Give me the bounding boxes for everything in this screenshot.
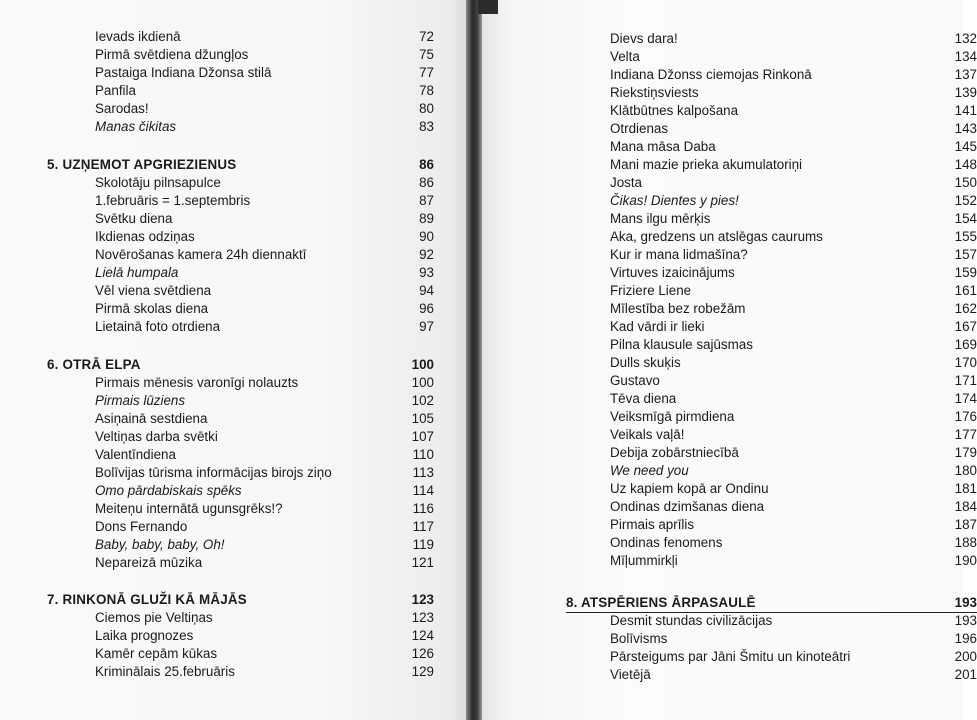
page-number: 80 [419, 101, 434, 116]
toc-entry [610, 407, 977, 427]
toc-entry [95, 409, 434, 429]
page-number: 126 [411, 646, 434, 661]
entry-title: Valentīndiena [95, 447, 176, 462]
entry-title: Pilna klausule sajūsmas [610, 337, 753, 352]
entry-title: Pirmais mēnesis varonīgi nolauzts [95, 375, 299, 390]
chapter-title: 5. UZŅEMOT APGRIEZIENUS [47, 157, 237, 172]
page-number: 107 [411, 429, 434, 444]
entry-title: 1.februāris = 1.septembris [95, 193, 251, 208]
entry-title: Kriminālais 25.februāris [95, 664, 235, 679]
toc-entry [95, 626, 434, 646]
toc-entry [95, 517, 434, 537]
entry-title: Novērošanas kamera 24h diennaktī [95, 247, 307, 262]
entry-title: Ondinas dzimšanas diena [610, 499, 765, 514]
page-number: 87 [419, 193, 434, 208]
toc-entry [95, 209, 434, 229]
page-number: 143 [954, 121, 977, 136]
page-number: 78 [419, 83, 434, 98]
toc-entry [610, 137, 977, 157]
entry-title: Asiņainā sestdiena [95, 411, 208, 426]
page-number: 96 [419, 301, 434, 316]
page-number: 105 [411, 411, 434, 426]
page-number: 190 [954, 553, 977, 568]
toc-entry [610, 155, 977, 175]
page-number: 177 [954, 427, 977, 442]
toc-entry [610, 497, 977, 517]
entry-title: Mans ilgu mērķis [610, 211, 711, 226]
page-number: 123 [411, 610, 434, 625]
toc-entry [95, 191, 434, 211]
toc-entry [610, 515, 977, 535]
chapter-heading-6-otra-elpa [47, 355, 434, 375]
toc-entry [610, 119, 977, 139]
entry-title: Gustavo [610, 373, 660, 388]
chapter-title: 8. ATSPĒRIENS ĀRPASAULĒ [566, 595, 756, 610]
page-number: 184 [954, 499, 977, 514]
toc-entry [95, 63, 434, 83]
page-number: 200 [954, 649, 977, 664]
chapter-heading-5-uznemot-apgriezienus [47, 155, 434, 175]
chapter-title: 7. RINKONĀ GLUŽI KĀ MĀJĀS [47, 592, 247, 607]
toc-entry [95, 99, 434, 119]
book-spine-top [478, 0, 498, 14]
entry-title: Panfila [95, 83, 136, 98]
toc-entry [95, 317, 434, 337]
page-number: 75 [419, 47, 434, 62]
toc-entry [610, 425, 977, 445]
entry-title: Virtuves izaicinājums [610, 265, 735, 280]
entry-title: Ikdienas odziņas [95, 229, 195, 244]
toc-entry [95, 45, 434, 65]
entry-title: Riekstiņsviests [610, 85, 699, 100]
page-number: 161 [954, 283, 977, 298]
toc-entry [610, 227, 977, 247]
page-number: 148 [954, 157, 977, 172]
page-number: 179 [954, 445, 977, 460]
entry-title: Kamēr cepām kūkas [95, 646, 218, 661]
page-number: 150 [954, 175, 977, 190]
page-number: 188 [954, 535, 977, 550]
entry-title: Veikals vaļā! [610, 427, 685, 442]
toc-entry [610, 479, 977, 499]
toc-entry [95, 27, 434, 47]
page-number: 134 [954, 49, 977, 64]
toc-entry [95, 463, 434, 483]
entry-title: Pirmais lūziens [95, 393, 186, 408]
entry-title: Baby, baby, baby, Oh! [95, 537, 225, 552]
page-number: 169 [954, 337, 977, 352]
toc-entry [610, 371, 977, 391]
toc-entry [610, 317, 977, 337]
entry-title: Pirmā skolas diena [95, 301, 209, 316]
entry-title: Omo pārdabiskais spēks [95, 483, 242, 498]
chapter-heading-7-rinkona-gluzi-ka-majas [47, 590, 434, 610]
page-number: 72 [419, 29, 434, 44]
page-number: 97 [419, 319, 434, 334]
entry-title: Friziere Liene [610, 283, 692, 298]
entry-title: Aka, gredzens un atslēgas caurums [610, 229, 823, 244]
right-page [480, 0, 977, 720]
chapter-heading-8-atsperiens-arpasaule [566, 593, 977, 613]
toc-entry [95, 445, 434, 465]
toc-entry [95, 117, 434, 137]
page-number: 159 [954, 265, 977, 280]
toc-entry [610, 443, 977, 463]
toc-entry [610, 65, 977, 85]
book-spine [466, 0, 482, 720]
page-number: 201 [954, 667, 977, 682]
toc-entry [95, 81, 434, 101]
entry-title: Dulls skuķis [610, 355, 681, 370]
entry-title: Veltiņas darba svētki [95, 429, 218, 444]
entry-title: Mīļummirkļi [610, 553, 678, 568]
entry-title: Sarodas! [95, 101, 149, 116]
page-number: 124 [411, 628, 434, 643]
toc-entry [610, 191, 977, 211]
page-number: 180 [954, 463, 977, 478]
page-number: 86 [419, 175, 434, 190]
toc-entry [610, 299, 977, 319]
toc-entry [610, 389, 977, 409]
toc-entry [610, 173, 977, 193]
page-number: 102 [411, 393, 434, 408]
toc-entry [610, 551, 977, 571]
entry-title: Mani mazie prieka akumulatoriņi [610, 157, 803, 172]
page-number: 114 [412, 483, 434, 498]
toc-entry [95, 299, 434, 319]
entry-title: Ciemos pie Veltiņas [95, 610, 213, 625]
page-number: 155 [954, 229, 977, 244]
page-number: 113 [412, 465, 434, 480]
chapter-title: 6. OTRĀ ELPA [47, 357, 141, 372]
entry-title: Kad vārdi ir lieki [610, 319, 705, 334]
page-number: 132 [954, 31, 977, 46]
page-number: 196 [954, 631, 977, 646]
page-number: 93 [419, 265, 434, 280]
toc-entry [95, 481, 434, 501]
page-number: 145 [954, 139, 977, 154]
toc-entry [610, 281, 977, 301]
page-number: 152 [954, 193, 977, 208]
page-number: 89 [419, 211, 434, 226]
toc-entry [95, 227, 434, 247]
page-number: 116 [412, 501, 434, 516]
entry-title: Bolīvijas tūrisma informācijas birojs ziņo [95, 465, 332, 480]
entry-title: Svētku diena [95, 211, 173, 226]
entry-title: Ondinas fenomens [610, 535, 723, 550]
toc-entry [610, 29, 977, 49]
entry-title: Vēl viena svētdiena [95, 283, 212, 298]
toc-entry [95, 535, 434, 555]
toc-entry [610, 101, 977, 121]
page-number: 174 [954, 391, 977, 406]
page-number: 171 [954, 373, 977, 388]
toc-entry [610, 647, 977, 667]
page-number: 119 [412, 537, 434, 552]
page-number: 100 [411, 375, 434, 390]
toc-entry [610, 461, 977, 481]
toc-entry [610, 353, 977, 373]
entry-title: Tēva diena [610, 391, 677, 406]
toc-entry [610, 245, 977, 265]
toc-entry [610, 263, 977, 283]
toc-entry [610, 83, 977, 103]
toc-entry [95, 391, 434, 411]
toc-entry [610, 665, 977, 685]
page-number: 176 [954, 409, 977, 424]
page-number: 121 [411, 555, 434, 570]
page-number: 123 [411, 592, 434, 607]
entry-title: Skolotāju pilnsapulce [95, 175, 221, 190]
entry-title: Mana māsa Daba [610, 139, 716, 154]
entry-title: Indiana Džonss ciemojas Rinkonā [610, 67, 812, 82]
page-number: 100 [411, 357, 434, 372]
entry-title: Vietējā [610, 667, 651, 682]
entry-title: Bolīvisms [610, 631, 668, 646]
page-number: 193 [954, 613, 977, 628]
page-number: 90 [419, 229, 434, 244]
entry-title: Manas čikitas [95, 119, 177, 134]
toc-entry [95, 553, 434, 573]
entry-title: Nepareizā mūzika [95, 555, 203, 570]
entry-title: Uz kapiem kopā ar Ondinu [610, 481, 769, 496]
page-number: 181 [954, 481, 977, 496]
toc-entry [95, 245, 434, 265]
entry-title: Lietainā foto otrdiena [95, 319, 221, 334]
entry-title: Dons Fernando [95, 519, 188, 534]
toc-entry [95, 173, 434, 193]
entry-title: Pārsteigums par Jāni Šmitu un kinoteātri [610, 649, 851, 664]
entry-title: Meiteņu internātā ugunsgrēks!? [95, 501, 283, 516]
page-number: 94 [419, 283, 434, 298]
toc-entry [610, 533, 977, 553]
page-number: 86 [419, 157, 434, 172]
page-number: 154 [954, 211, 977, 226]
entry-title: Pirmais aprīlis [610, 517, 695, 532]
entry-title: We need you [610, 463, 689, 478]
toc-entry [610, 611, 977, 631]
page-number: 157 [954, 247, 977, 262]
entry-title: Dievs dara! [610, 31, 678, 46]
page-number: 193 [954, 595, 977, 610]
entry-title: Pastaiga Indiana Džonsa stilā [95, 65, 272, 80]
entry-title: Veiksmīgā pirmdiena [610, 409, 735, 424]
entry-title: Otrdienas [610, 121, 669, 136]
toc-entry [610, 335, 977, 355]
entry-title: Josta [610, 175, 643, 190]
entry-title: Velta [610, 49, 640, 64]
page-number: 117 [412, 519, 434, 534]
entry-title: Ievads ikdienā [95, 29, 181, 44]
entry-title: Mīlestība bez robežām [610, 301, 746, 316]
page-number: 83 [419, 119, 434, 134]
toc-entry [95, 281, 434, 301]
entry-title: Laika prognozes [95, 628, 194, 643]
toc-entry [95, 373, 434, 393]
left-page [0, 0, 468, 720]
entry-title: Kur ir mana lidmašīna? [610, 247, 748, 262]
page-number: 141 [954, 103, 977, 118]
page-number: 137 [954, 67, 977, 82]
entry-title: Desmit stundas civilizācijas [610, 613, 773, 628]
toc-entry [95, 499, 434, 519]
toc-entry [95, 608, 434, 628]
page-number: 92 [419, 247, 434, 262]
entry-title: Klātbūtnes kalpošana [610, 103, 739, 118]
page-number: 167 [954, 319, 977, 334]
page-number: 110 [412, 447, 434, 462]
entry-title: Debija zobārstniecībā [610, 445, 739, 460]
toc-entry [95, 427, 434, 447]
entry-title: Čikas! Dientes y pies! [610, 193, 739, 208]
toc-entry [610, 209, 977, 229]
toc-entry [95, 263, 434, 283]
page-number: 187 [954, 517, 977, 532]
page-number: 77 [419, 65, 434, 80]
page-number: 139 [954, 85, 977, 100]
page-number: 162 [954, 301, 977, 316]
toc-entry [95, 662, 434, 682]
entry-title: Lielā humpala [95, 265, 179, 280]
page-number: 129 [411, 664, 434, 679]
toc-entry [95, 644, 434, 664]
toc-entry [610, 629, 977, 649]
entry-title: Pirmā svētdiena džungļos [95, 47, 249, 62]
page-number: 170 [954, 355, 977, 370]
toc-entry [610, 47, 977, 67]
